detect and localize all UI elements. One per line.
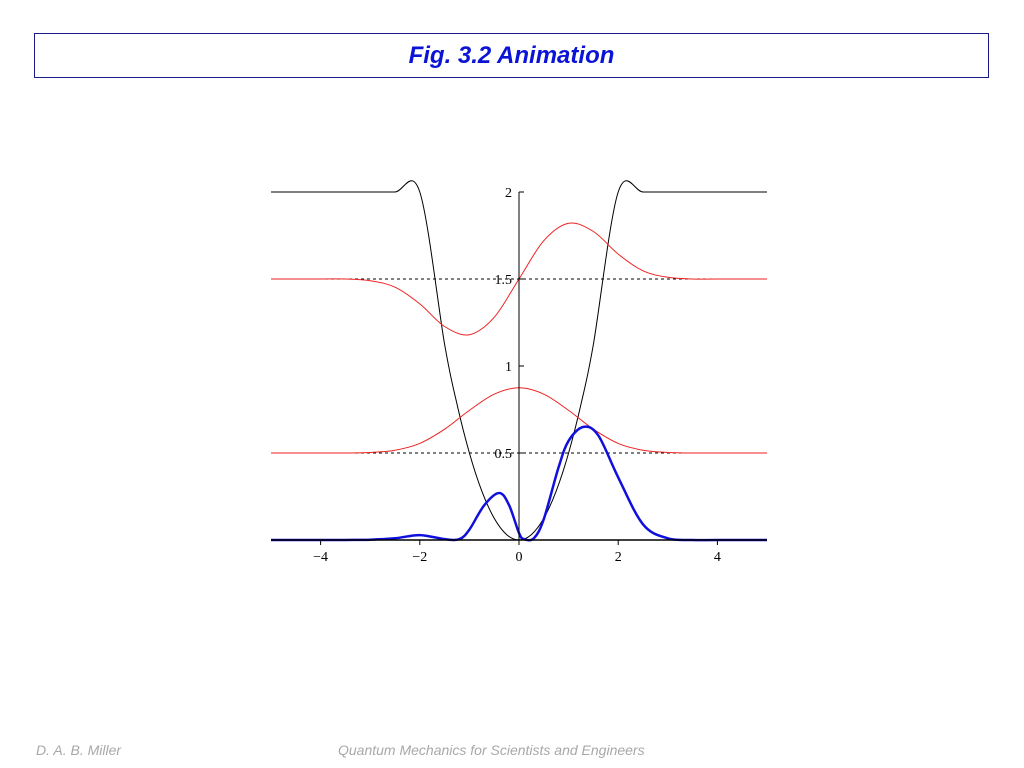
footer-course-title: Quantum Mechanics for Scientists and Engineers bbox=[338, 742, 645, 758]
y-tick-label: 1 bbox=[505, 360, 512, 375]
y-tick-label: 2 bbox=[505, 186, 512, 201]
x-tick-label: 2 bbox=[614, 550, 622, 565]
y-tick-label: 0.5 bbox=[494, 447, 512, 462]
slide-title: Fig. 3.2 Animation bbox=[408, 41, 615, 69]
x-tick-label: 0 bbox=[515, 550, 523, 565]
y-tick-label: 1.5 bbox=[494, 273, 512, 288]
x-tick-label: 4 bbox=[713, 550, 721, 565]
footer-author: D. A. B. Miller bbox=[36, 742, 122, 758]
x-tick-label: −4 bbox=[313, 550, 329, 565]
x-tick-label: −2 bbox=[412, 550, 428, 565]
plot-ticks bbox=[313, 186, 721, 565]
